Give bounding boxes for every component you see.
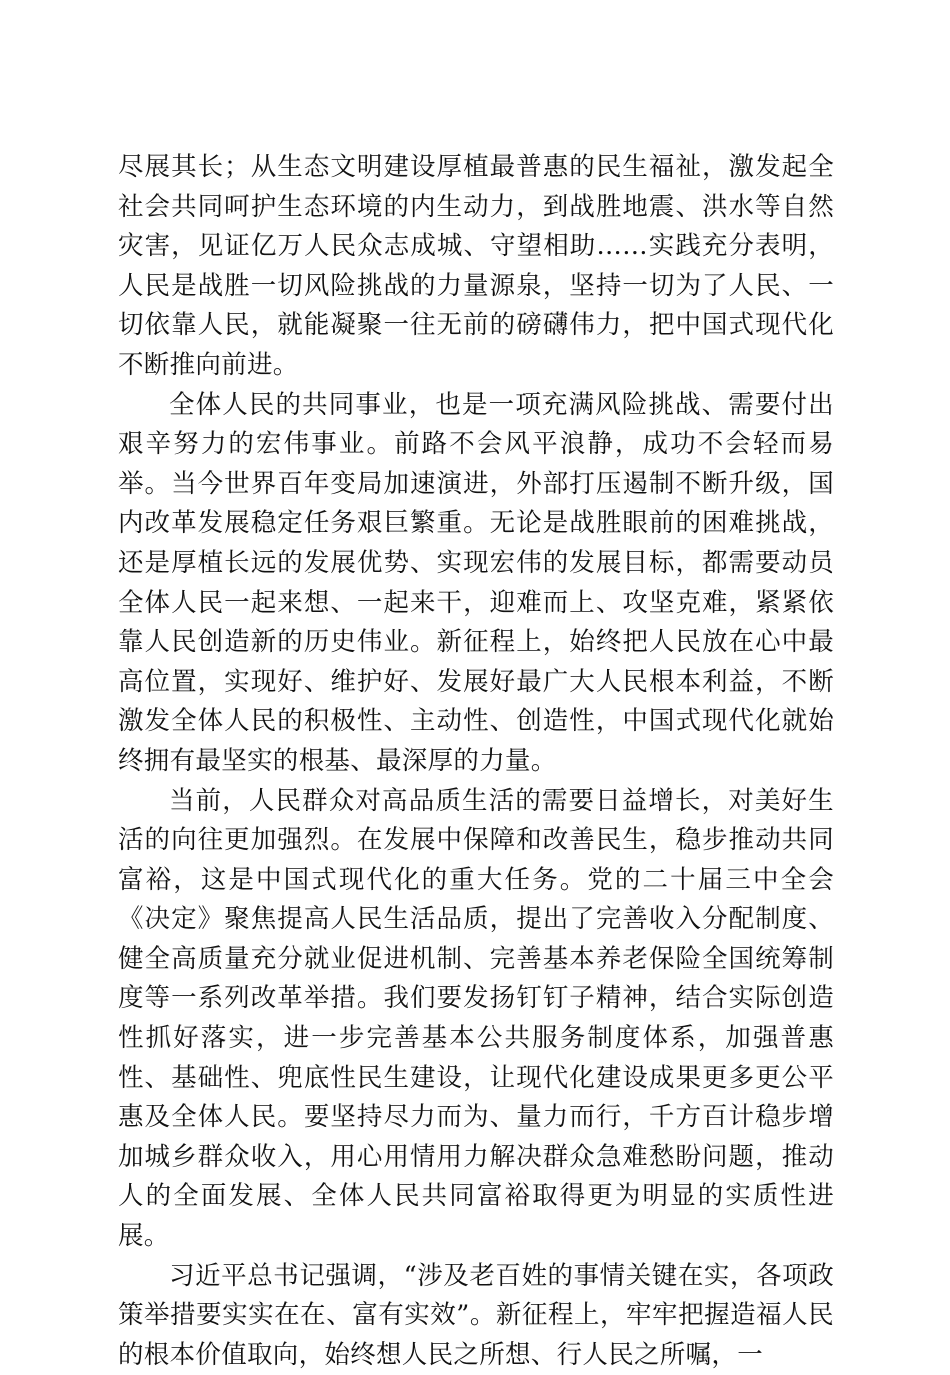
paragraph-4: 习近平总书记强调，“涉及老百姓的事情关键在实，各项政策举措要实实在在、富有实效”。新征程上，牢牢把握造福人民的根本价值取向，始终想人民之所想、行人民之所嘱，一 <box>118 1260 834 1370</box>
paragraph-2: 全体人民的共同事业，也是一项充满风险挑战、需要付出艰辛努力的宏伟事业。前路不会风平浪静，成功不会轻而易举。当今世界百年变局加速演进，外部打压遏制不断升级，国内改革发展稳定任务艰巨繁重。无论是战胜眼前的困难挑战，还是厚植长远的发展优势、实现宏伟的发展目标，都需要动员全体人民一起来想、一起来干，迎难而上、攻坚克难，紧紧依靠人民创造新的历史伟业。新征程上，始终把人民放在心中最高位置，实现好、维护好、发展好最广大人民根本利益，不断激发全体人民的积极性、主动性、创造性，中国式现代化就始终拥有最坚实的根基、最深厚的力量。 <box>118 389 834 776</box>
document-body <box>118 148 834 1375</box>
paragraph-3: 当前，人民群众对高品质生活的需要日益增长，对美好生活的向往更加强烈。在发展中保障和改善民生，稳步推动共同富裕，这是中国式现代化的重大任务。党的二十届三中全会《决定》聚焦提高人民生活品质，提出了完善收入分配制度、健全高质量充分就业促进机制、完善基本养老保险全国统筹制度等一系列改革举措。我们要发扬钉钉子精神，结合实际创造性抓好落实，进一步完善基本公共服务制度体系，加强普惠性、基础性、兜底性民生建设，让现代化建设成果更多更公平惠及全体人民。要坚持尽力而为、量力而行，千方百计稳步增加城乡群众收入，用心用情用力解决群众急难愁盼问题，推动人的全面发展、全体人民共同富裕取得更为明显的实质性进展。 <box>118 785 834 1252</box>
paragraph-1: 尽展其长；从生态文明建设厚植最普惠的民生福祉，激发起全社会共同呵护生态环境的内生动力，到战胜地震、洪水等自然灾害，见证亿万人民众志成城、守望相助……实践充分表明，人民是战胜一切风险挑战的力量源泉，坚持一切为了人民、一切依靠人民，就能凝聚一往无前的磅礴伟力，把中国式现代化不断推向前进。 <box>118 152 834 380</box>
